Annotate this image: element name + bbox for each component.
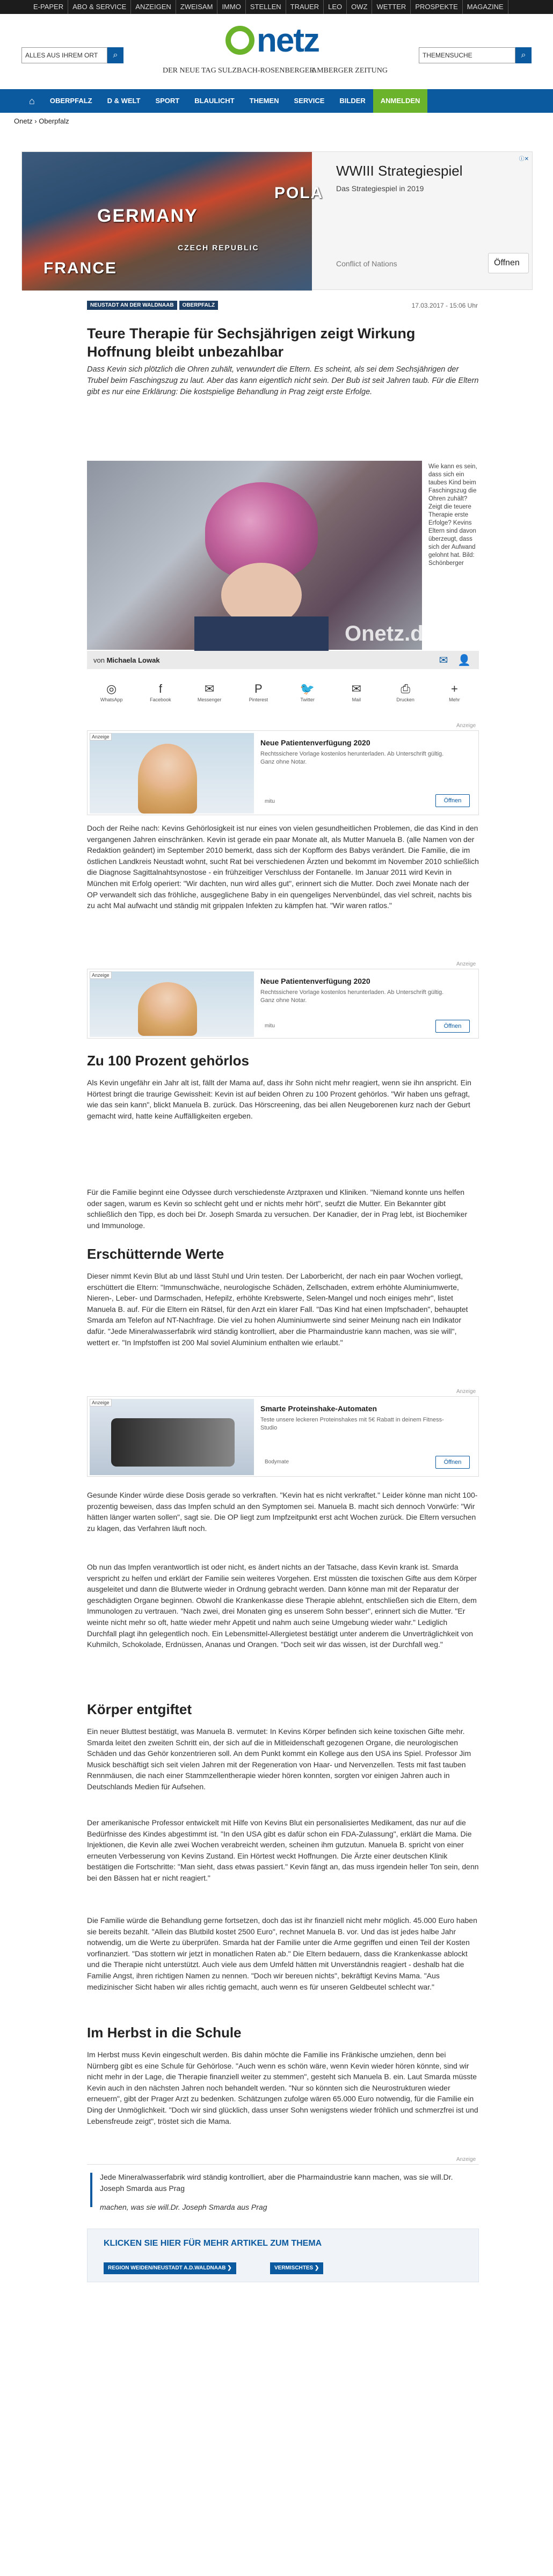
pull-quote-repeat: machen, was sie will.Dr. Joseph Smarda aus Prag [100, 2203, 267, 2211]
body-paragraph: Ein neuer Bluttest bestätigt, was Manuela B. vermutet: In Kevins Körper befinden sich keine toxischen Gifte mehr. Smarda leitet den zweiten Schritt ein, der sich auf die in Mitleidenschaft gezogenen Organe, die neurologischen Schäden und das Gehör konzentrieren soll. An dem Punkt kommt ein Kollege aus den USA ins Spiel. Professor Jim Musick beschäftigt sich seit vielen Jahren mit der Regeneration von Haar- und Nervenzellen. Tests mit fast tauben Rennmäusen, die nach einer Stammzellentherapie wieder hören konnten, sorgten vor einigen Jahren auch in Deutschlands Medien für Aufsehen. [87, 1727, 471, 1791]
theme-search-button[interactable] [515, 47, 532, 63]
topnav-item[interactable]: STELLEN [246, 0, 286, 14]
breadcrumb[interactable]: Onetz › Oberpfalz [14, 117, 69, 125]
body-paragraph: Gesunde Kinder würde diese Dosis gerade so verkraften. "Kevin hat es nicht verkraftet." Leider könne man nicht 100-prozentig beweisen, dass das Impfen schuld an den Symptomen sei. Manuela B. macht sich dennoch Vorwürfe: "Wir hätten länger warten sollen", sagt sie. Die OP liegt zum Impfzeitpunkt erst acht Wochen zurück. Die Eltern versuchen zu klagen, das Verfahren läuft noch. [87, 1491, 478, 1533]
share-label: Twitter [300, 697, 315, 702]
native-ad[interactable] [87, 730, 479, 815]
tag-neustadt[interactable]: NEUSTADT AN DER WALDNAAB [87, 301, 177, 310]
nav-item-themen[interactable]: THEMEN [249, 97, 279, 105]
ad-open-button[interactable]: Öffnen [435, 1456, 470, 1469]
theme-search-input[interactable]: THEMENSUCHE [419, 47, 515, 63]
body-paragraph: Doch der Reihe nach: Kevins Gehörlosigkeit ist nur eines von vielen gesundheitlichen Problemen, die das Kind in den vergangenen Jahren einschränken. Kevin ist gerade ein paar Monate alt, als Mutter Manuela B. (alle Namen von der Redaktion geändert) im September 2010 bemerkt, dass sich der Kopfform des Babys verändert. Die Familie, die im östlichen Landkreis Neustadt wohnt, sucht Rat bei verschiedenen Ärzten und bekommt im November 2010 schließlich die Diagnose Sagittalnahtsynostose - ein frühzeitiger Verschluss der Fontanelle. Im Januar 2011 wird Kevin in München mit Erfolg operiert: "Wir dachten, nun wird alles gut", erinnert sich die Mutter. Doch zwei Monate nach der OP verwandelt sich das fröhliche, ausgeglichene Baby in ein quengeliges Nervenbündel, das viel schreit, nachts bis zu acht Mal aufwacht und ständig mit grippalen Infekten zu kämpfen hat. "Wir waren ratlos." [87, 824, 479, 910]
body-paragraph: Für die Familie beginnt eine Odyssee durch verschiedenste Arztpraxen und Kliniken. "Niemand konnte uns helfen oder sagen, warum es Kevin so schlecht geht und er nichts mehr hört", seufzt die Mutter. Ein Bekannter gibt schließlich den Tipp, es doch bei Dr. Joseph Smarda zu versuchen. Der Kanadier, der in Prag lebt, ist Biochemiker und Immunologe. [87, 1188, 468, 1230]
topnav-item[interactable]: ABO & SERVICE [68, 0, 131, 14]
share-label: Facebook [150, 697, 171, 702]
ad-badge: Anzeige [90, 733, 112, 741]
ad-map-image [22, 152, 324, 291]
author-byline [93, 656, 160, 664]
topnav-item[interactable]: ANZEIGEN [131, 0, 176, 14]
share-pinterest[interactable] [242, 682, 274, 702]
share-label: Mehr [449, 697, 460, 702]
whatsapp-icon: ◎ [106, 682, 117, 695]
ad-source: mitu [265, 1023, 275, 1029]
sub-brand-right: AMBERGER ZEITUNG [311, 67, 388, 75]
top-nav [29, 0, 508, 14]
ad-label: Anzeige [456, 961, 476, 967]
map-label: CZECH REPUBLIC [178, 243, 259, 252]
map-label: POLA [274, 184, 324, 202]
map-label: GERMANY [97, 206, 198, 226]
section-heading: Körper entgiftet [87, 1701, 192, 1717]
ad-image [90, 733, 254, 814]
ad-source: mitu [265, 799, 275, 804]
article-date: 17.03.2017 - 15:06 Uhr [411, 302, 478, 309]
topnav-item[interactable]: OWZ [347, 0, 372, 14]
ad-person [138, 982, 197, 1036]
sub-brand-mid: SULZBACH-ROSENBERGER [218, 67, 315, 75]
ad-label: Anzeige [456, 723, 476, 729]
ad-title: WWIII Strategiespiel [336, 163, 463, 179]
sub-brand-left: DER NEUE TAG [163, 67, 216, 75]
topnav-item[interactable]: MAGAZINE [463, 0, 508, 14]
author-bar [87, 651, 479, 669]
ad-description: Rechtssichere Vorlage kostenlos herunterladen. Ab Unterschrift gültig. Ganz ohne Notar. [260, 751, 444, 765]
site-header [0, 14, 553, 89]
ad-label: Anzeige [456, 1389, 476, 1395]
divider [87, 2164, 479, 2165]
article-title: Teure Therapie für Sechsjährigen zeigt Wirkung Hoffnung bleibt unbezahlbar [87, 325, 416, 360]
section-heading: Zu 100 Prozent gehörlos [87, 1053, 249, 1069]
share-mail[interactable] [340, 682, 373, 702]
photo-caption: Wie kann es sein, dass sich ein taubes Kind beim Faschingszug die Ohren zuhält? Zeigt die teuere Therapie erste Erfolge? Kevins Eltern sind davon überzeugt, dass sich der Aufwand gelohnt hat. Bild: Schönberger [428, 463, 477, 567]
pinterest-icon: P [254, 682, 263, 695]
body-paragraph: Ob nun das Impfen verantwortlich ist oder nicht, es ändert nichts an der Tatsache, dass Kevin krank ist. Smarda verspricht zu helfen und erklärt der Familie sein weiteres Vorgehen. Erst müssten die toxischen Gifte aus dem Körper ausgeleitet und dann die Blutwerte wieder in Ordnung gebracht werden. Dann könne man mit der Reparatur der geschädigten Organe beginnen. Obwohl die Krankenkasse diese Therapie ablehnt, entschließen sich die Eltern, dem Immunologen zu vertrauen. "Nach zwei, drei Monaten ging es unserem Sohn besser", erinnert sich die Mutter. "Er weinte nicht mehr so oft, hatte wieder mehr Appetit und nahm auch seine Umgebung wieder wahr." Lediglich Durchfall plagt ihn gelegentlich noch. Ein Lebensmittel-Allergietest bestätigt unter anderem die Unverträglichkeit von Kuhmilch, Schokolade, Erdnüssen, Ananas und Orangen. "Doch seit wir das wissen, ist der Durchfall weg." [87, 1563, 477, 1649]
share-bar [87, 682, 479, 702]
body-paragraph: Als Kevin ungefähr ein Jahr alt ist, fällt der Mama auf, dass ihr Sohn nicht mehr reagiert, wenn sie ihn anspricht. Ein Hörtest bringt die traurige Gewissheit: Kevin ist auf beiden Ohren zu 100 Prozent gehörlos. "Wir haben uns gefragt, wie das sein kann", blickt Manuela B. zurück. Das Hörscreening, das bei allen Neugeborenen kurz nach der Geburt gemacht wird, hatte keine Auffälligkeiten ergeben. [87, 1078, 471, 1120]
body-paragraph: Die Familie würde die Behandlung gerne fortsetzen, doch das ist ihr finanziell nicht mehr möglich. 45.000 Euro haben sie bereits bezahlt. "Allein das Blutbild kostet 2500 Euro", rechnet Manuela B. vor. Und das ist jedes halbe Jahr notwendig, um die Werte zu überprüfen. Smarda hat der Familie unter die Arme gegriffen und einen Teil der Kosten vorfinanziert. "Das stottern wir jetzt in monatlichen Raten ab." Die Eltern bedauern, dass die Krankenkasse ablockt und die Therapie nicht unterstützt. Auch viele aus dem Umfeld hätten mit Unverständnis reagiert - deshalb hat die Familie Angst, ihren richtigen Namen zu nennen. "Doch wir bereuen nichts", bekräftigt Kevins Mama. "Aus medizinischer Sicht haben wir alles richtig gemacht, auch wenn es für unseren Geldbeutel schlecht war." [87, 1916, 477, 1991]
map-label: FRANCE [43, 259, 117, 277]
logo[interactable] [225, 22, 328, 62]
nav-item-blaulicht[interactable]: BLAULICHT [194, 97, 235, 105]
mail-icon: ✉ [351, 682, 362, 695]
author-name[interactable]: Michaela Lowak [106, 656, 160, 664]
topnav-item[interactable]: WETTER [372, 0, 411, 14]
related-chip[interactable]: REGION WEIDEN/NEUSTADT A.D.WALDNAAB ❯ [104, 2262, 236, 2274]
search-icon: ⌕ [113, 50, 118, 60]
ad-label: Anzeige [456, 2157, 476, 2163]
profile-icon[interactable]: 👤 [457, 655, 471, 666]
ad-badge: Anzeige [90, 971, 112, 979]
share-print[interactable] [389, 682, 421, 702]
body-paragraph: Dieser nimmt Kevin Blut ab und lässt Stuhl und Urin testen. Der Laborbericht, der nach ein paar Wochen vorliegt, erschüttert die Eltern: "Immunschwäche, neurologische Schäden, Zellschaden, extrem erhöhte Aluminiumwerte, Nieren-, Leber- und Darmschaden, Hefepilz, erhöhte Krebswerte, Selen-Mangel und noch einiges mehr", listet Manuela B. auf. Für die Eltern ein Rätsel, für den Arzt ein klarer Fall. "Das Kind hat einen Impfschaden", behauptet Smarda am Telefon auf NT-Nachfrage. Die viel zu hohen Aluminiumwerte sind seiner Meinung nach ein Indikator dafür. "Jede Mineralwasserfabrik wird ständig kontrolliert, aber die Pharmaindustrie kann machen, was sie will", wettert er. "In Impfstoffen ist 200 Mal soviel Aluminium enthalten wie erlaubt." [87, 1272, 468, 1347]
share-twitter[interactable] [292, 682, 324, 702]
share-label: Pinterest [249, 697, 268, 702]
related-articles-box [87, 2229, 479, 2282]
mail-icon[interactable]: ✉ [439, 655, 448, 666]
share-whatsapp[interactable] [96, 682, 128, 702]
main-nav [0, 89, 553, 113]
ad-vending-machine [111, 1418, 235, 1467]
article-lead: Dass Kevin sich plötzlich die Ohren zuhält, verwundert die Eltern. Es scheint, als sei dem Sechsjährigen der Trubel beim Faschingszug zu laut. Aber das kann eigentlich nicht sein. Der Bub ist seit Jahren taub. Für die Eltern gibt es nur eine Erklärung: Die kostspielige Behandlung in Prag zeigt erste Erfolge. [87, 365, 479, 396]
ad-description: Teste unsere leckeren Proteinshakes mit 5€ Rabatt in deinem Fitness-Studio [260, 1417, 444, 1431]
topnav-item[interactable]: TRAUER [286, 0, 324, 14]
topnav-item[interactable]: ZWEISAM [176, 0, 218, 14]
ad-description: Rechtssichere Vorlage kostenlos herunterladen. Ab Unterschrift gültig. Ganz ohne Notar. [260, 989, 444, 1004]
ad-person [138, 744, 197, 814]
quote-bar [90, 2173, 92, 2207]
body-paragraph: Der amerikanische Professor entwickelt mit Hilfe von Kevins Blut ein personalisiertes Medikament, das nur auf die Bedürfnisse des Kindes abgestimmt ist. "In den USA gibt es dafür schon ein FDA-Zulassung", erklärt die Mama. Die Injektionen, die Kevin alle zwei Wochen verabreicht werden, scheinen ihm gutzutun. Manuela B. spricht von einer erneuten Verbesserung von Kevins Zustand. Ein Hörtest weckt Hoffnungen. Die Ärzte einer deutschen Klinik bestätigen die Fortschritte: "Man sieht, dass etwas passiert." Kevin fängt an, das muss irgendein heller Ton sein, denn bei den Bässen hat er nicht reagiert." [87, 1818, 479, 1882]
photo-watermark: Onetz.de [345, 622, 435, 645]
home-icon[interactable]: ⌂ [29, 96, 35, 106]
related-heading[interactable]: KLICKEN SIE HIER FÜR MEHR ARTIKEL ZUM THEMA [104, 2239, 322, 2248]
nav-item-oberpfalz[interactable]: OBERPFALZ [49, 97, 92, 105]
topnav-item[interactable]: E-PAPER [29, 0, 68, 14]
ad-open-button[interactable]: Öffnen [435, 1020, 470, 1033]
share-label: Mail [352, 697, 361, 702]
ad-title: Neue Patientenverfügung 2020 [260, 738, 370, 747]
ad-banner-top[interactable] [21, 151, 533, 290]
share-facebook[interactable] [144, 682, 177, 702]
search-icon: ⌕ [521, 50, 526, 60]
ad-open-button[interactable]: Öffnen [488, 253, 529, 273]
ad-title: Neue Patientenverfügung 2020 [260, 977, 370, 985]
share-label: Drucken [396, 697, 414, 702]
ad-badge: Anzeige [90, 1399, 112, 1406]
login-button[interactable]: ANMELDEN [373, 89, 428, 113]
ad-image [90, 1399, 254, 1475]
topnav-item[interactable]: PROSPEKTE [411, 0, 462, 14]
article-photo[interactable] [87, 461, 435, 650]
related-chip[interactable]: VERMISCHTES ❯ [270, 2262, 323, 2274]
location-search-button[interactable] [107, 47, 123, 63]
topnav-item[interactable]: LEO [324, 0, 347, 14]
twitter-icon: 🐦 [300, 682, 315, 695]
author-prefix: von [93, 656, 105, 664]
ad-source: Bodymate [265, 1459, 289, 1465]
article-tags [87, 301, 218, 310]
nav-item-sport[interactable]: SPORT [155, 97, 180, 105]
nav-item-bilder[interactable]: BILDER [339, 97, 366, 105]
share-label: WhatsApp [100, 697, 123, 702]
nav-item-service[interactable]: SERVICE [294, 97, 325, 105]
body-paragraph: Im Herbst muss Kevin eingeschult werden. Bis dahin möchte die Familie ins Fränkische umziehen, denn bei Nürnberg gibt es eine Schule für Gehörlose. "Auch wenn es schön wäre, wenn Kevin wieder hören könnte, sind wir nicht mehr in der Lage, die Therapie finanziell weiter zu stemmen", gesteht sich Manuela B. ein. Laut Smarda müsste Kevin auch in den nächsten Jahren noch behandelt werden. "Nur so könnten sich die Neurostrukturen wieder erneuern", gibt der Prager Arzt zu bedenken. Schätzungen zufolge wären 65.000 Euro notwendig, für die Familie ein Ding der Unmöglichkeit. "Doch wir sind glücklich, dass unser Sohn wenigstens wieder fröhlich und schmerzfrei ist und Lebensfreude zeigt", tröstet sich die Mama. [87, 2050, 478, 2125]
share-messenger[interactable] [193, 682, 225, 702]
messenger-icon: ✉ [204, 682, 215, 695]
topnav-item[interactable]: IMMO [217, 0, 245, 14]
ad-source: Conflict of Nations [336, 259, 397, 268]
ad-subtitle: Das Strategiespiel in 2019 [336, 184, 424, 193]
section-heading: Im Herbst in die Schule [87, 2024, 242, 2041]
ad-info-icon[interactable]: ⓘ✕ [519, 156, 529, 162]
share-label: Messenger [197, 697, 222, 702]
logo-ring [225, 26, 254, 55]
location-input[interactable]: ALLES AUS IHREM ORT [21, 47, 107, 63]
ad-open-button[interactable]: Öffnen [435, 794, 470, 807]
print-icon: ⎙ [401, 682, 410, 695]
nav-item-dwelt[interactable]: D & WELT [107, 97, 141, 105]
plus-icon: + [450, 682, 458, 695]
share-more[interactable] [438, 682, 470, 702]
native-ad[interactable] [87, 1396, 479, 1477]
ad-image [90, 971, 254, 1037]
tag-oberpfalz[interactable]: OBERPFALZ [179, 301, 219, 310]
top-bar [0, 0, 553, 14]
facebook-icon: f [158, 682, 162, 695]
native-ad[interactable] [87, 969, 479, 1039]
section-heading: Erschütternde Werte [87, 1246, 224, 1262]
ad-title: Smarte Proteinshake-Automaten [260, 1404, 377, 1413]
pull-quote: Jede Mineralwasserfabrik wird ständig kontrolliert, aber die Pharmaindustrie kann machen, was sie will.Dr. Joseph Smarda aus Prag [100, 2173, 453, 2193]
logo-text: netz [257, 22, 319, 59]
